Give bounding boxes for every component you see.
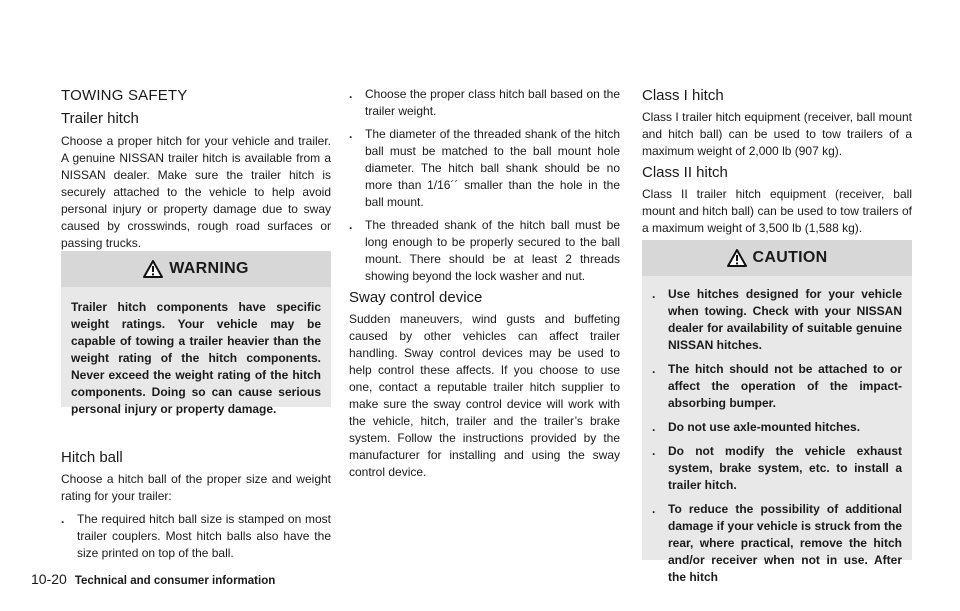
heading-sway-control: Sway control device xyxy=(349,289,483,306)
list-item: . Choose the proper class hitch ball based on the trailer weight. xyxy=(349,87,620,118)
warning-box xyxy=(61,251,331,416)
page-footer xyxy=(31,571,275,587)
bullet-glyph: . xyxy=(652,502,656,516)
list-item: . The diameter of the threaded shank of the hitch ball must be matched to the ball mount hole diameter. The hitch ball shank should be no more than 1/16´´ smaller than the hole in the ball mount. xyxy=(349,127,620,209)
trailer-hitch-body: Choose a proper hitch for your vehicle and trailer. A genuine NISSAN trailer hitch is available from a NISSAN dealer. Make sure the trailer hitch is securely attached to the vehicle to help avoid personal injury or property damage due to sway caused by crosswinds, rough road surfaces or passing trucks. xyxy=(61,134,331,250)
heading-hitch-ball: Hitch ball xyxy=(61,449,123,466)
list-item: . The hitch should not be attached to or affect the operation of the impact-absorbing bumper. xyxy=(652,362,902,410)
page-number: 10-20 xyxy=(31,571,67,587)
bullet-glyph: . xyxy=(652,444,656,458)
class-2-body: Class II trailer hitch equipment (receiver, ball mount and hitch ball) can be used to tow trailers of a maximum weight of 3,500 lb (1,588 kg). xyxy=(642,187,912,235)
bullet-glyph: . xyxy=(652,362,656,376)
chapter-title: Technical and consumer information xyxy=(74,575,276,587)
warning-body xyxy=(61,287,331,416)
class-1-body: Class I trailer hitch equipment (receiver, ball mount and hitch ball) can be used to tow trailers of a maximum weight of 2,000 lb (907 kg). xyxy=(642,110,912,158)
list-item: . The required hitch ball size is stamped on most trailer couplers. Most hitch balls also have the size printed on top of the ball. xyxy=(61,512,331,560)
list-item: . To reduce the possibility of additional damage if your vehicle is struck from the rear, where practical, remove the hitch and/or receiver when not in use. After the hitch xyxy=(652,502,902,584)
heading-class-2: Class II hitch xyxy=(642,164,728,181)
bullet-glyph: . xyxy=(349,218,353,232)
list-item: . The threaded shank of the hitch ball must be long enough to be properly secured to the ball mount. There should be at least 2 threads showing beyond the lock washer and nut. xyxy=(349,218,620,283)
caution-body xyxy=(642,276,912,584)
bullet-glyph: . xyxy=(61,512,65,526)
caution-header xyxy=(642,240,912,276)
warning-text: Trailer hitch components have specific weight ratings. Your vehicle may be capable of towing a trailer heavier than the weight rating of the hitch components. Never exceed the weight rating of the hitch components. Doing so can cause serious personal injury or property damage. xyxy=(71,300,321,416)
hitch-ball-list-a xyxy=(61,511,331,568)
heading-trailer-hitch: Trailer hitch xyxy=(61,110,139,127)
bullet-glyph: . xyxy=(349,127,353,141)
sway-control-body: Sudden maneuvers, wind gusts and buffeting caused by other vehicles can affect trailer handling. Sway control devices may be used to help control these affects. If you choose to use one, contact a reputable trailer hitch supplier to make sure the sway control device will work with the vehicle, hitch, trailer and the trailer’s brake system. Follow the instructions provided by the manufacturer for installing and using the sway control device. xyxy=(349,312,620,479)
hitch-ball-body: Choose a hitch ball of the proper size and weight rating for your trailer: xyxy=(61,472,331,503)
caution-list xyxy=(652,286,902,586)
list-item: . Do not use axle-mounted hitches. xyxy=(652,420,861,434)
warning-header xyxy=(61,251,331,287)
list-item: . Use hitches designed for your vehicle when towing. Check with your NISSAN dealer for availability of suitable genuine NISSAN hitches. xyxy=(652,287,902,352)
section-title: TOWING SAFETY xyxy=(61,87,188,104)
bullet-glyph: . xyxy=(652,287,656,301)
heading-class-1: Class I hitch xyxy=(642,87,724,104)
bullet-glyph: . xyxy=(349,87,353,101)
bullet-glyph: . xyxy=(652,420,656,434)
warning-triangle-icon xyxy=(727,249,747,267)
warning-label: WARNING xyxy=(169,260,249,277)
caution-label: CAUTION xyxy=(752,249,828,266)
warning-triangle-icon xyxy=(143,260,163,278)
caution-box xyxy=(642,240,912,584)
list-item: . Do not modify the vehicle exhaust system, brake system, etc. to install a trailer hitch. xyxy=(652,444,902,492)
hitch-ball-list-b xyxy=(349,86,620,291)
